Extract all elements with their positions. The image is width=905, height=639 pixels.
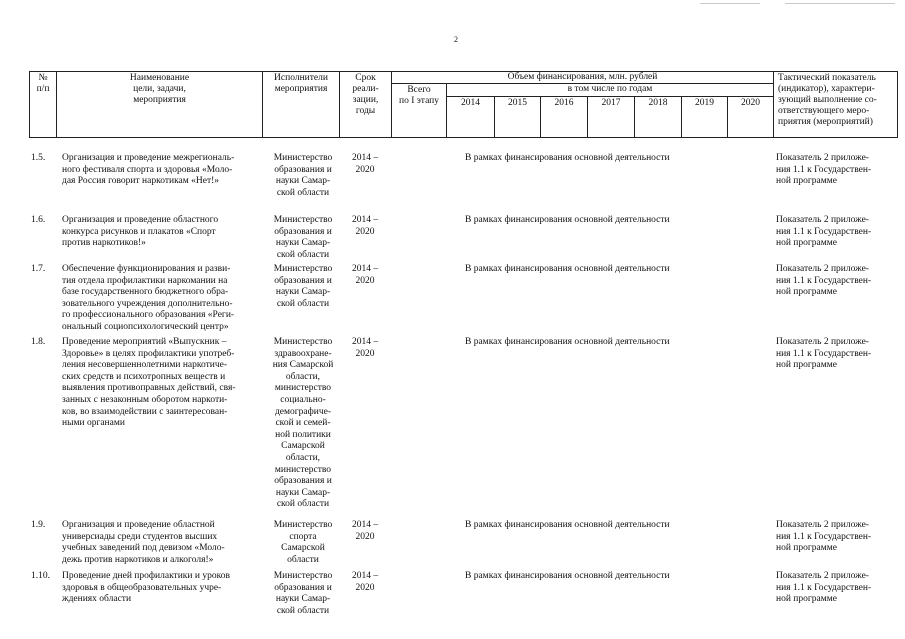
row-indicator: Показатель 2 приложе- ния 1.1 к Государствен- ной программе (776, 337, 872, 371)
header-year: 2016 (541, 97, 588, 138)
row-number: 1.9. (31, 520, 46, 530)
header-year: 2018 (635, 97, 682, 138)
row-financing: В рамках финансирования основной деятельности (465, 337, 670, 347)
row-executor: Министерство образования и науки Самар- ской области (273, 571, 333, 616)
row-financing: В рамках финансирования основной деятельности (465, 215, 670, 225)
row-indicator: Показатель 2 приложе- ния 1.1 к Государствен- ной программе (776, 520, 872, 554)
header-term: Срок реали- зации, годы (340, 72, 392, 138)
scan-edge-line (785, 3, 895, 4)
header-year: 2019 (682, 97, 728, 138)
header-num: № п/п (30, 72, 57, 138)
row-financing: В рамках финансирования основной деятельности (465, 520, 670, 530)
row-number: 1.7. (31, 264, 46, 274)
header-by-years: в том числе по годам (447, 84, 774, 97)
header-name: Наименование цели, задачи, мероприятия (57, 72, 263, 138)
row-number: 1.6. (31, 215, 46, 225)
row-term: 2014 – 2020 (351, 337, 379, 359)
row-term: 2014 – 2020 (351, 264, 379, 286)
row-indicator: Показатель 2 приложе- ния 1.1 к Государствен- ной программе (776, 153, 872, 187)
row-executor: Министерство образования и науки Самар- ской области (273, 215, 333, 260)
header-financing: Объем финансирования, млн. рублей (392, 72, 774, 84)
row-name: Обеспечение функционирования и разви- тия отдела профилактики наркомании на базе государственного бюджетного обра- зовательного учреждения дополнительно- го профессионального образования «Реги- ональный социопсихологический центр» (62, 264, 235, 332)
row-financing: В рамках финансирования основной деятельности (465, 264, 670, 274)
row-number: 1.8. (31, 337, 46, 347)
row-term: 2014 – 2020 (351, 520, 379, 542)
row-executor: Министерство образования и науки Самар- ской области (273, 264, 333, 309)
row-number: 1.10. (31, 571, 50, 581)
row-executor: Министерство спорта Самарской области (273, 520, 333, 565)
row-financing: В рамках финансирования основной деятельности (465, 153, 670, 163)
row-indicator: Показатель 2 приложе- ния 1.1 к Государствен- ной программе (776, 264, 872, 298)
row-financing: В рамках финансирования основной деятельности (465, 571, 670, 581)
header-year: 2015 (495, 97, 541, 138)
row-indicator: Показатель 2 приложе- ния 1.1 к Государствен- ной программе (776, 215, 872, 249)
header-total: Всего по I этапу (392, 84, 447, 138)
row-indicator: Показатель 2 приложе- ния 1.1 к Государствен- ной программе (776, 571, 872, 605)
row-executor: Министерство здравоохране- ния Самарской области, министерство социально- демографиче- ской и семей- ной политики Самарской области, министерство образования и науки Самар- ской области (272, 337, 334, 510)
row-number: 1.5. (31, 153, 46, 163)
row-executor: Министерство образования и науки Самар- ской области (273, 153, 333, 198)
header-year: 2014 (447, 97, 495, 138)
page-number: 2 (454, 35, 458, 44)
header-executors: Исполнители мероприятия (263, 72, 340, 138)
header-indicator: Тактический показатель (индикатор), характери- зующий выполнение со- ответствующего меро- приятия (мероприятий) (774, 72, 898, 138)
row-name: Проведение мероприятий «Выпускник – Здоровье» в целях профилактики употреб- ления несовершеннолетними наркотиче- ских средств и психотропных веществ и выявления противоправных действий, свя- занных с незаконным оборотом наркоти- ков, во взаимодействии с заинтересован- ными органами (62, 337, 236, 429)
row-term: 2014 – 2020 (351, 153, 379, 175)
scan-edge-line (700, 3, 760, 4)
header-year: 2020 (728, 97, 774, 138)
header-year: 2017 (588, 97, 635, 138)
row-name: Организация и проведение областной универсиады среди студентов высших учебных заведений под девизом «Моло- дежь против наркотиков и алкоголя!» (62, 520, 225, 565)
row-name: Проведение дней профилактики и уроков здоровья в общеобразовательных учре- ждениях области (62, 571, 230, 605)
row-term: 2014 – 2020 (351, 215, 379, 237)
row-name: Организация и проведение межрегиональ- ного фестиваля спорта и здоровья «Моло- дая Россия говорит наркотикам «Нет!» (62, 153, 235, 187)
table-header (29, 71, 898, 138)
row-term: 2014 – 2020 (351, 571, 379, 593)
row-name: Организация и проведение областного конкурса рисунков и плакатов «Спорт против наркотиков!» (62, 215, 219, 249)
